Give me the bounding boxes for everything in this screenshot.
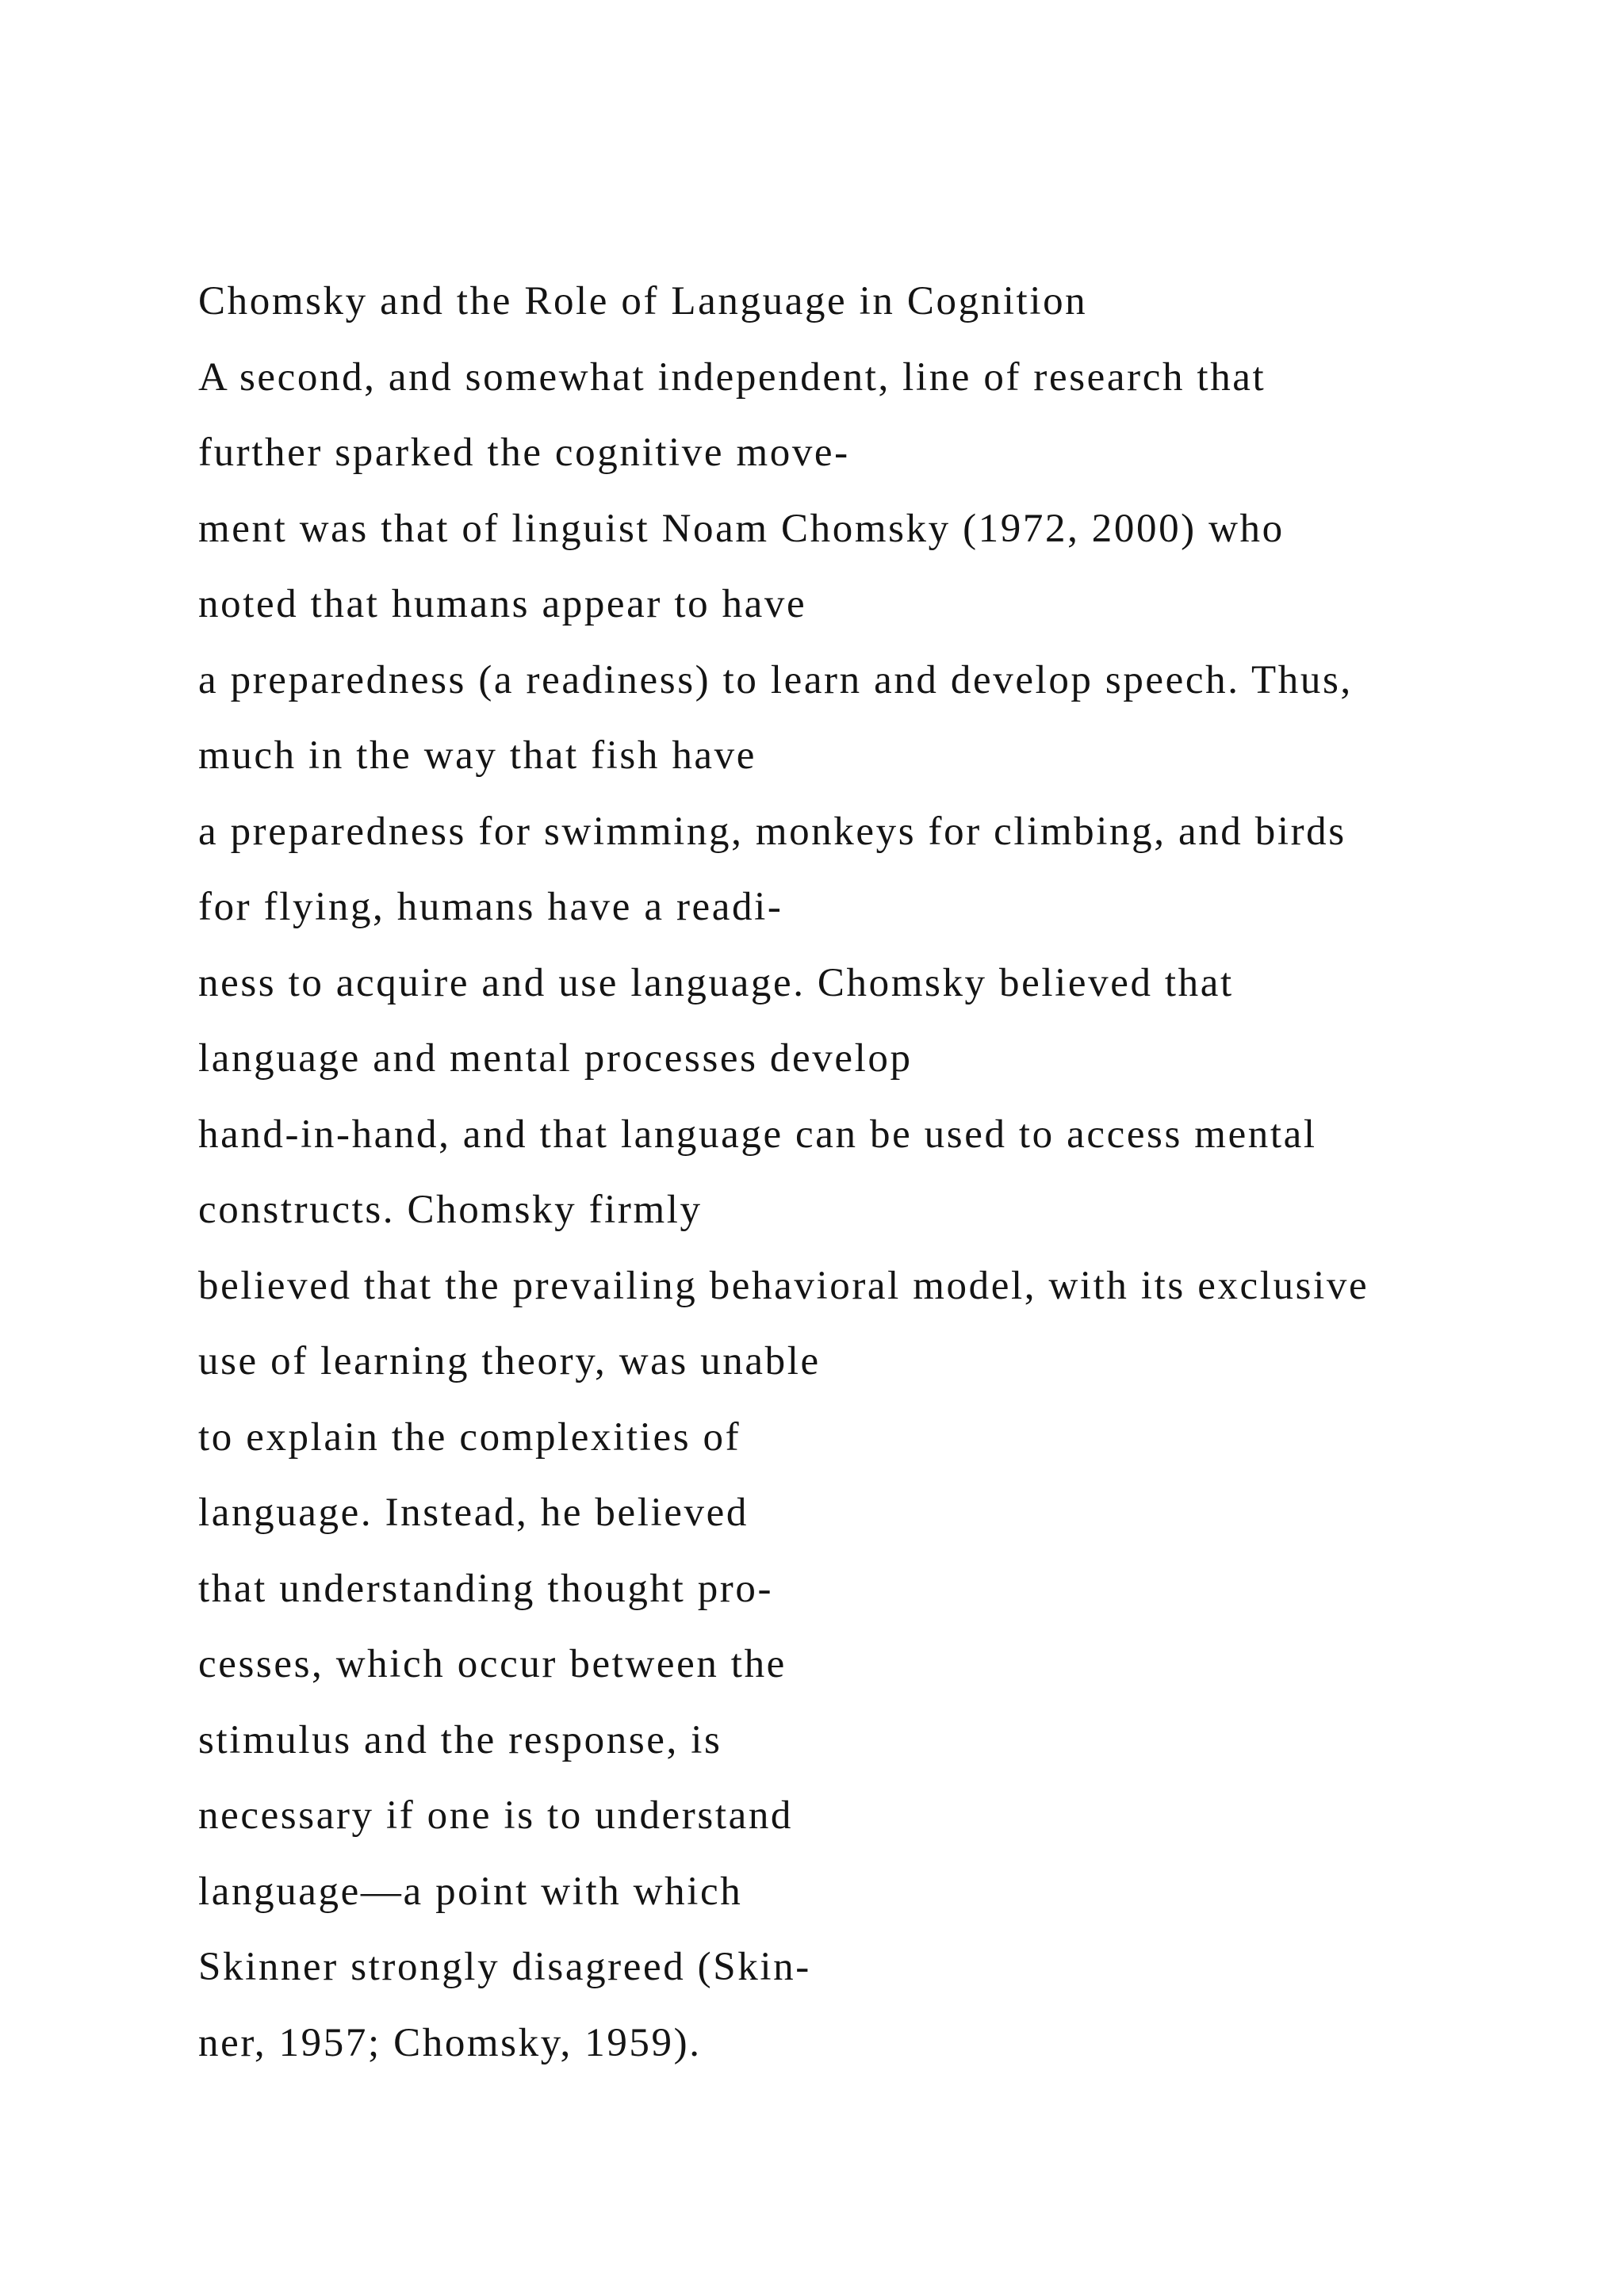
text-line: language—a point with which: [198, 1869, 743, 1914]
text-line: to explain the complexities of: [198, 1414, 741, 1460]
text-line: Skinner strongly disagreed (Skin-: [198, 1945, 811, 1989]
text-line: noted that humans appear to have: [198, 582, 807, 626]
section-title: Chomsky and the Role of Language in Cognition: [198, 279, 1088, 323]
text-line: much in the way that fish have: [198, 733, 756, 778]
text-line: a preparedness (a readiness) to learn and develop speech. Thus,: [198, 657, 1353, 702]
text-line: for flying, humans have a readi-: [198, 885, 783, 929]
text-line: use of learning theory, was unable: [198, 1339, 821, 1383]
text-line: language. Instead, he believed: [198, 1490, 749, 1535]
text-line: ner, 1957; Chomsky, 1959).: [198, 2020, 702, 2065]
text-line: constructs. Chomsky firmly: [198, 1188, 703, 1232]
text-line: necessary if one is to understand: [198, 1793, 794, 1838]
text-line: A second, and somewhat independent, line of research that: [198, 354, 1266, 400]
text-line: ness to acquire and use language. Chomsky believed that: [198, 960, 1234, 1005]
text-line: believed that the prevailing behavioral model, with its exclusive: [198, 1263, 1369, 1308]
text-line: further sparked the cognitive move-: [198, 430, 850, 475]
text-line: stimulus and the response, is: [198, 1717, 722, 1762]
text-line: that understanding thought pro-: [198, 1566, 774, 1611]
text-line: a preparedness for swimming, monkeys for climbing, and birds: [198, 809, 1346, 854]
text-line: cesses, which occur between the: [198, 1642, 787, 1686]
text-line: language and mental processes develop: [198, 1036, 913, 1081]
text-line: ment was that of linguist Noam Chomsky (1972, 2000) who: [198, 506, 1285, 551]
document-body: [198, 270, 1578, 2087]
text-line: hand-in-hand, and that language can be used to access mental: [198, 1112, 1317, 1157]
